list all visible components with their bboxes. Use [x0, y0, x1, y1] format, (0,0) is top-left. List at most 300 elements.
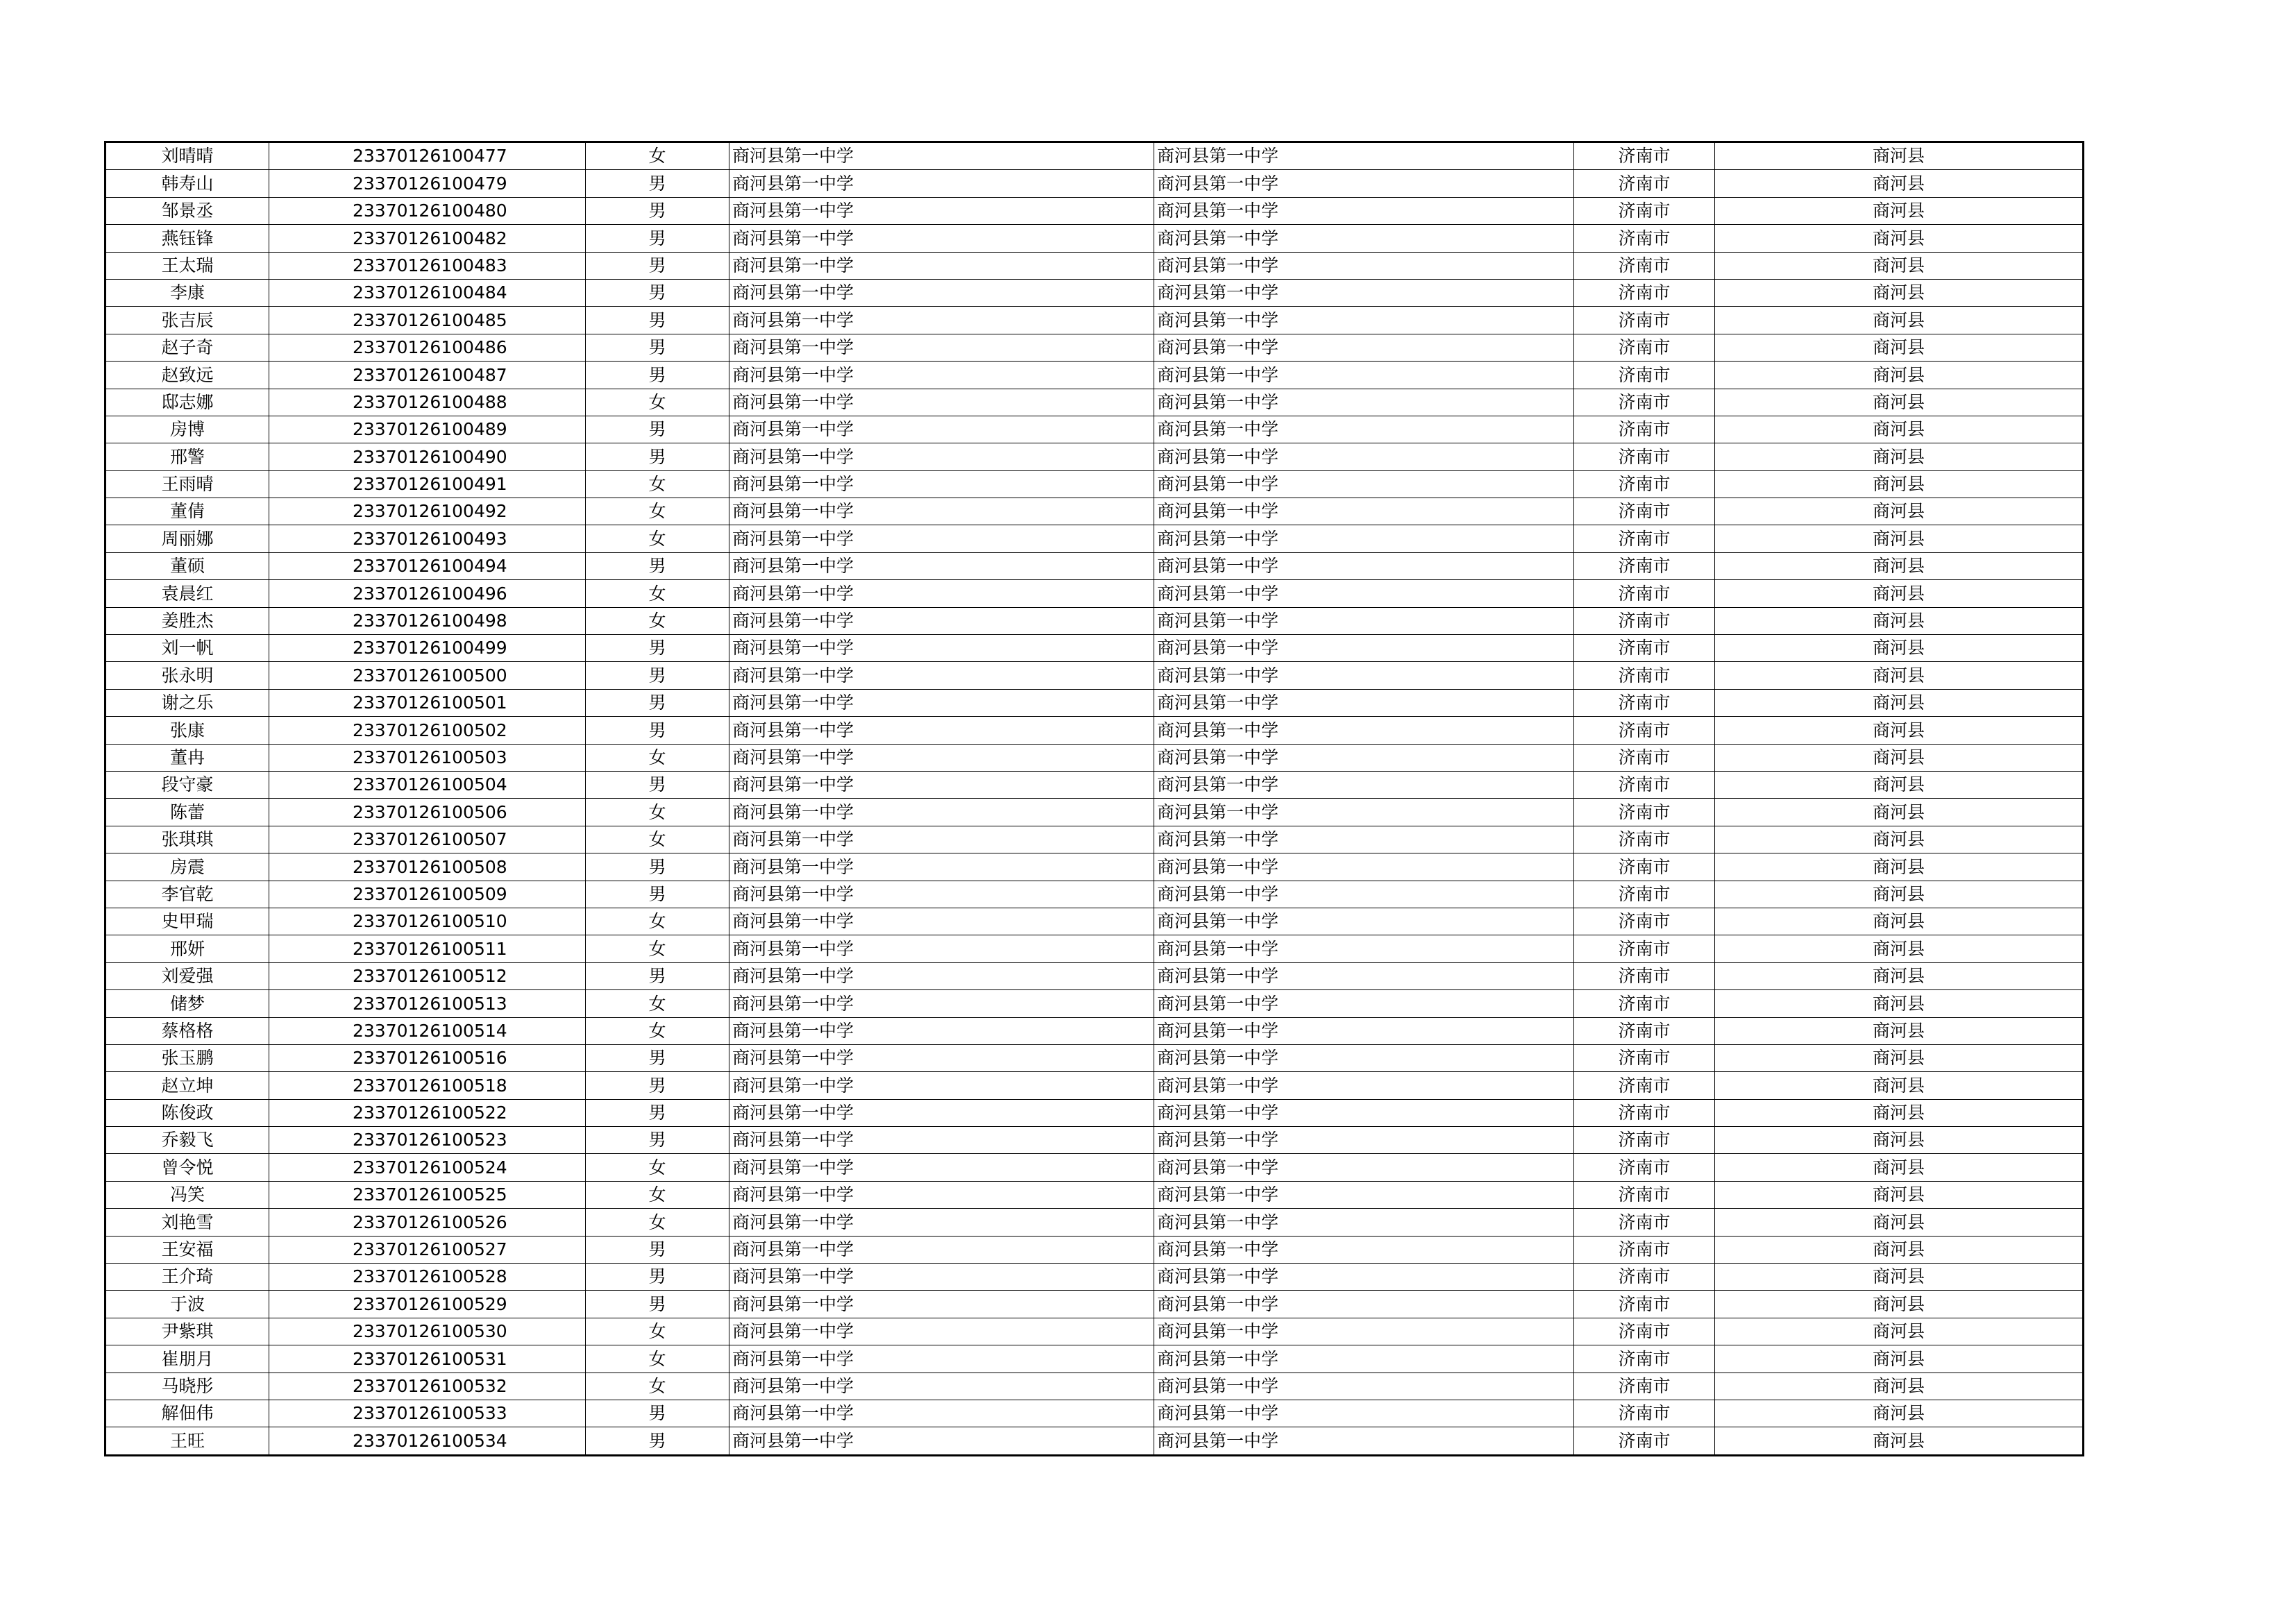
school-cell-2: 商河县第一中学 [1154, 470, 1574, 498]
school-cell-2: 商河县第一中学 [1154, 908, 1574, 935]
school-cell-2: 商河县第一中学 [1154, 1099, 1574, 1126]
table-row [105, 635, 2084, 662]
school-cell-2: 商河县第一中学 [1154, 1345, 1574, 1373]
exam-id-cell: 23370126100534 [269, 1427, 586, 1455]
exam-id-cell: 23370126100533 [269, 1400, 586, 1427]
city-cell: 济南市 [1574, 935, 1715, 962]
table-row [105, 498, 2084, 525]
name-cell: 崔朋月 [105, 1345, 269, 1373]
school-cell-2: 商河县第一中学 [1154, 334, 1574, 361]
gender-cell: 女 [586, 389, 729, 416]
name-cell: 解佃伟 [105, 1400, 269, 1427]
county-cell: 商河县 [1715, 689, 2084, 716]
exam-id-cell: 23370126100482 [269, 225, 586, 252]
city-cell: 济南市 [1574, 908, 1715, 935]
city-cell: 济南市 [1574, 580, 1715, 607]
name-cell: 段守豪 [105, 771, 269, 798]
table-row [105, 443, 2084, 470]
gender-cell: 女 [586, 607, 729, 634]
gender-cell: 女 [586, 1345, 729, 1373]
gender-cell: 男 [586, 962, 729, 989]
school-cell-2: 商河县第一中学 [1154, 689, 1574, 716]
county-cell: 商河县 [1715, 1154, 2084, 1181]
table-row [105, 416, 2084, 443]
school-cell: 商河县第一中学 [729, 771, 1154, 798]
table-row [105, 935, 2084, 962]
name-cell: 乔毅飞 [105, 1127, 269, 1154]
school-cell-2: 商河县第一中学 [1154, 1318, 1574, 1345]
gender-cell: 女 [586, 908, 729, 935]
school-cell: 商河县第一中学 [729, 197, 1154, 224]
school-cell-2: 商河县第一中学 [1154, 1181, 1574, 1208]
gender-cell: 女 [586, 1209, 729, 1236]
city-cell: 济南市 [1574, 990, 1715, 1017]
school-cell-2: 商河县第一中学 [1154, 1291, 1574, 1318]
school-cell: 商河县第一中学 [729, 1264, 1154, 1291]
school-cell-2: 商河县第一中学 [1154, 416, 1574, 443]
gender-cell: 女 [586, 580, 729, 607]
gender-cell: 男 [586, 443, 729, 470]
city-cell: 济南市 [1574, 443, 1715, 470]
school-cell-2: 商河县第一中学 [1154, 771, 1574, 798]
school-cell-2: 商河县第一中学 [1154, 799, 1574, 826]
city-cell: 济南市 [1574, 1072, 1715, 1099]
county-cell: 商河县 [1715, 279, 2084, 306]
name-cell: 谢之乐 [105, 689, 269, 716]
county-cell: 商河县 [1715, 1236, 2084, 1263]
school-cell-2: 商河县第一中学 [1154, 225, 1574, 252]
county-cell: 商河县 [1715, 170, 2084, 197]
table-row [105, 1154, 2084, 1181]
name-cell: 王安福 [105, 1236, 269, 1263]
table-row [105, 362, 2084, 389]
table-row [105, 1427, 2084, 1455]
county-cell: 商河县 [1715, 826, 2084, 853]
school-cell: 商河县第一中学 [729, 826, 1154, 853]
city-cell: 济南市 [1574, 142, 1715, 170]
table-row [105, 580, 2084, 607]
gender-cell: 男 [586, 252, 729, 279]
table-row [105, 170, 2084, 197]
county-cell: 商河县 [1715, 1209, 2084, 1236]
school-cell-2: 商河县第一中学 [1154, 142, 1574, 170]
school-cell: 商河县第一中学 [729, 334, 1154, 361]
table-row [105, 470, 2084, 498]
school-cell-2: 商河县第一中学 [1154, 853, 1574, 881]
exam-id-cell: 23370126100525 [269, 1181, 586, 1208]
school-cell: 商河县第一中学 [729, 744, 1154, 771]
name-cell: 冯笑 [105, 1181, 269, 1208]
gender-cell: 男 [586, 1400, 729, 1427]
county-cell: 商河县 [1715, 307, 2084, 334]
name-cell: 周丽娜 [105, 525, 269, 552]
exam-id-cell: 23370126100500 [269, 662, 586, 689]
name-cell: 袁晨红 [105, 580, 269, 607]
name-cell: 董冉 [105, 744, 269, 771]
table-row [105, 826, 2084, 853]
gender-cell: 男 [586, 1099, 729, 1126]
exam-id-cell: 23370126100526 [269, 1209, 586, 1236]
city-cell: 济南市 [1574, 252, 1715, 279]
table-row [105, 525, 2084, 552]
name-cell: 姜胜杰 [105, 607, 269, 634]
gender-cell: 男 [586, 1291, 729, 1318]
gender-cell: 男 [586, 771, 729, 798]
name-cell: 陈蕾 [105, 799, 269, 826]
school-cell-2: 商河县第一中学 [1154, 1400, 1574, 1427]
exam-id-cell: 23370126100499 [269, 635, 586, 662]
exam-id-cell: 23370126100509 [269, 881, 586, 908]
exam-id-cell: 23370126100506 [269, 799, 586, 826]
county-cell: 商河县 [1715, 525, 2084, 552]
county-cell: 商河县 [1715, 142, 2084, 170]
gender-cell: 女 [586, 1017, 729, 1044]
exam-id-cell: 23370126100516 [269, 1044, 586, 1071]
county-cell: 商河县 [1715, 962, 2084, 989]
school-cell-2: 商河县第一中学 [1154, 1236, 1574, 1263]
gender-cell: 男 [586, 881, 729, 908]
school-cell: 商河县第一中学 [729, 935, 1154, 962]
school-cell-2: 商河县第一中学 [1154, 935, 1574, 962]
exam-id-cell: 23370126100504 [269, 771, 586, 798]
name-cell: 于波 [105, 1291, 269, 1318]
school-cell: 商河县第一中学 [729, 1099, 1154, 1126]
county-cell: 商河县 [1715, 252, 2084, 279]
name-cell: 李官乾 [105, 881, 269, 908]
exam-id-cell: 23370126100512 [269, 962, 586, 989]
city-cell: 济南市 [1574, 1400, 1715, 1427]
county-cell: 商河县 [1715, 1264, 2084, 1291]
school-cell-2: 商河县第一中学 [1154, 1044, 1574, 1071]
school-cell-2: 商河县第一中学 [1154, 1264, 1574, 1291]
name-cell: 储梦 [105, 990, 269, 1017]
school-cell-2: 商河县第一中学 [1154, 1427, 1574, 1455]
city-cell: 济南市 [1574, 1099, 1715, 1126]
school-cell-2: 商河县第一中学 [1154, 252, 1574, 279]
school-cell-2: 商河县第一中学 [1154, 498, 1574, 525]
county-cell: 商河县 [1715, 580, 2084, 607]
table-row [105, 252, 2084, 279]
city-cell: 济南市 [1574, 1373, 1715, 1400]
school-cell: 商河县第一中学 [729, 443, 1154, 470]
name-cell: 韩寿山 [105, 170, 269, 197]
county-cell: 商河县 [1715, 908, 2084, 935]
table-row [105, 1127, 2084, 1154]
table-row [105, 142, 2084, 170]
school-cell-2: 商河县第一中学 [1154, 1017, 1574, 1044]
name-cell: 燕钰锋 [105, 225, 269, 252]
name-cell: 史甲瑞 [105, 908, 269, 935]
school-cell: 商河县第一中学 [729, 1236, 1154, 1263]
school-cell: 商河县第一中学 [729, 1345, 1154, 1373]
school-cell-2: 商河县第一中学 [1154, 580, 1574, 607]
county-cell: 商河县 [1715, 1373, 2084, 1400]
city-cell: 济南市 [1574, 881, 1715, 908]
gender-cell: 女 [586, 470, 729, 498]
school-cell-2: 商河县第一中学 [1154, 717, 1574, 744]
school-cell: 商河县第一中学 [729, 416, 1154, 443]
table-row [105, 689, 2084, 716]
gender-cell: 男 [586, 635, 729, 662]
city-cell: 济南市 [1574, 307, 1715, 334]
gender-cell: 男 [586, 170, 729, 197]
table-row [105, 717, 2084, 744]
exam-id-cell: 23370126100491 [269, 470, 586, 498]
city-cell: 济南市 [1574, 1181, 1715, 1208]
county-cell: 商河县 [1715, 470, 2084, 498]
exam-id-cell: 23370126100479 [269, 170, 586, 197]
gender-cell: 男 [586, 307, 729, 334]
gender-cell: 男 [586, 225, 729, 252]
name-cell: 邢妍 [105, 935, 269, 962]
student-table [104, 141, 2084, 1456]
name-cell: 房博 [105, 416, 269, 443]
exam-id-cell: 23370126100486 [269, 334, 586, 361]
exam-id-cell: 23370126100532 [269, 1373, 586, 1400]
city-cell: 济南市 [1574, 416, 1715, 443]
school-cell: 商河县第一中学 [729, 362, 1154, 389]
table-row [105, 799, 2084, 826]
name-cell: 王介琦 [105, 1264, 269, 1291]
name-cell: 张琪琪 [105, 826, 269, 853]
table-row [105, 1400, 2084, 1427]
school-cell: 商河县第一中学 [729, 552, 1154, 579]
exam-id-cell: 23370126100494 [269, 552, 586, 579]
school-cell-2: 商河县第一中学 [1154, 1373, 1574, 1400]
table-body [105, 142, 2084, 1456]
county-cell: 商河县 [1715, 197, 2084, 224]
county-cell: 商河县 [1715, 990, 2084, 1017]
gender-cell: 女 [586, 744, 729, 771]
table-row [105, 908, 2084, 935]
school-cell-2: 商河县第一中学 [1154, 1154, 1574, 1181]
name-cell: 张玉鹏 [105, 1044, 269, 1071]
exam-id-cell: 23370126100528 [269, 1264, 586, 1291]
exam-id-cell: 23370126100489 [269, 416, 586, 443]
table-row [105, 197, 2084, 224]
exam-id-cell: 23370126100477 [269, 142, 586, 170]
name-cell: 尹紫琪 [105, 1318, 269, 1345]
name-cell: 张永明 [105, 662, 269, 689]
county-cell: 商河县 [1715, 1181, 2084, 1208]
gender-cell: 男 [586, 279, 729, 306]
table-row [105, 962, 2084, 989]
county-cell: 商河县 [1715, 334, 2084, 361]
name-cell: 刘爱强 [105, 962, 269, 989]
city-cell: 济南市 [1574, 635, 1715, 662]
school-cell: 商河县第一中学 [729, 1127, 1154, 1154]
county-cell: 商河县 [1715, 717, 2084, 744]
exam-id-cell: 23370126100530 [269, 1318, 586, 1345]
school-cell: 商河县第一中学 [729, 1154, 1154, 1181]
exam-id-cell: 23370126100513 [269, 990, 586, 1017]
school-cell: 商河县第一中学 [729, 962, 1154, 989]
school-cell-2: 商河县第一中学 [1154, 881, 1574, 908]
exam-id-cell: 23370126100488 [269, 389, 586, 416]
county-cell: 商河县 [1715, 935, 2084, 962]
city-cell: 济南市 [1574, 771, 1715, 798]
city-cell: 济南市 [1574, 689, 1715, 716]
name-cell: 张康 [105, 717, 269, 744]
school-cell-2: 商河县第一中学 [1154, 662, 1574, 689]
county-cell: 商河县 [1715, 362, 2084, 389]
school-cell-2: 商河县第一中学 [1154, 744, 1574, 771]
name-cell: 刘一帆 [105, 635, 269, 662]
name-cell: 李康 [105, 279, 269, 306]
exam-id-cell: 23370126100496 [269, 580, 586, 607]
table-row [105, 1099, 2084, 1126]
city-cell: 济南市 [1574, 1264, 1715, 1291]
county-cell: 商河县 [1715, 662, 2084, 689]
city-cell: 济南市 [1574, 1127, 1715, 1154]
city-cell: 济南市 [1574, 662, 1715, 689]
county-cell: 商河县 [1715, 771, 2084, 798]
table-row [105, 1017, 2084, 1044]
county-cell: 商河县 [1715, 744, 2084, 771]
gender-cell: 女 [586, 498, 729, 525]
school-cell: 商河县第一中学 [729, 607, 1154, 634]
table-row [105, 1373, 2084, 1400]
school-cell: 商河县第一中学 [729, 1291, 1154, 1318]
school-cell-2: 商河县第一中学 [1154, 1127, 1574, 1154]
name-cell: 刘晴晴 [105, 142, 269, 170]
school-cell-2: 商河县第一中学 [1154, 197, 1574, 224]
name-cell: 邹景丞 [105, 197, 269, 224]
exam-id-cell: 23370126100492 [269, 498, 586, 525]
gender-cell: 女 [586, 1373, 729, 1400]
table-row [105, 307, 2084, 334]
exam-id-cell: 23370126100493 [269, 525, 586, 552]
city-cell: 济南市 [1574, 799, 1715, 826]
table-row [105, 225, 2084, 252]
gender-cell: 男 [586, 1264, 729, 1291]
city-cell: 济南市 [1574, 607, 1715, 634]
county-cell: 商河县 [1715, 389, 2084, 416]
school-cell-2: 商河县第一中学 [1154, 362, 1574, 389]
school-cell: 商河县第一中学 [729, 1427, 1154, 1455]
table-row [105, 607, 2084, 634]
name-cell: 曾令悦 [105, 1154, 269, 1181]
gender-cell: 男 [586, 1127, 729, 1154]
county-cell: 商河县 [1715, 443, 2084, 470]
county-cell: 商河县 [1715, 1427, 2084, 1455]
school-cell: 商河县第一中学 [729, 389, 1154, 416]
school-cell: 商河县第一中学 [729, 580, 1154, 607]
city-cell: 济南市 [1574, 1427, 1715, 1455]
exam-id-cell: 23370126100480 [269, 197, 586, 224]
gender-cell: 男 [586, 1044, 729, 1071]
name-cell: 王太瑞 [105, 252, 269, 279]
county-cell: 商河县 [1715, 635, 2084, 662]
city-cell: 济南市 [1574, 1209, 1715, 1236]
table-row [105, 1072, 2084, 1099]
gender-cell: 男 [586, 1072, 729, 1099]
name-cell: 王旺 [105, 1427, 269, 1455]
name-cell: 赵立坤 [105, 1072, 269, 1099]
gender-cell: 女 [586, 799, 729, 826]
city-cell: 济南市 [1574, 525, 1715, 552]
school-cell: 商河县第一中学 [729, 170, 1154, 197]
gender-cell: 男 [586, 662, 729, 689]
county-cell: 商河县 [1715, 498, 2084, 525]
gender-cell: 女 [586, 1154, 729, 1181]
exam-id-cell: 23370126100483 [269, 252, 586, 279]
exam-id-cell: 23370126100508 [269, 853, 586, 881]
table-row [105, 662, 2084, 689]
school-cell: 商河县第一中学 [729, 990, 1154, 1017]
exam-id-cell: 23370126100522 [269, 1099, 586, 1126]
county-cell: 商河县 [1715, 1291, 2084, 1318]
gender-cell: 男 [586, 197, 729, 224]
city-cell: 济南市 [1574, 389, 1715, 416]
exam-id-cell: 23370126100507 [269, 826, 586, 853]
county-cell: 商河县 [1715, 1318, 2084, 1345]
school-cell: 商河县第一中学 [729, 1017, 1154, 1044]
school-cell: 商河县第一中学 [729, 142, 1154, 170]
city-cell: 济南市 [1574, 1044, 1715, 1071]
city-cell: 济南市 [1574, 334, 1715, 361]
school-cell-2: 商河县第一中学 [1154, 1072, 1574, 1099]
school-cell: 商河县第一中学 [729, 225, 1154, 252]
exam-id-cell: 23370126100498 [269, 607, 586, 634]
school-cell-2: 商河县第一中学 [1154, 552, 1574, 579]
school-cell: 商河县第一中学 [729, 1072, 1154, 1099]
exam-id-cell: 23370126100502 [269, 717, 586, 744]
county-cell: 商河县 [1715, 1400, 2084, 1427]
school-cell: 商河县第一中学 [729, 498, 1154, 525]
city-cell: 济南市 [1574, 826, 1715, 853]
gender-cell: 男 [586, 853, 729, 881]
county-cell: 商河县 [1715, 799, 2084, 826]
exam-id-cell: 23370126100490 [269, 443, 586, 470]
gender-cell: 女 [586, 142, 729, 170]
gender-cell: 女 [586, 1181, 729, 1208]
gender-cell: 男 [586, 416, 729, 443]
school-cell: 商河县第一中学 [729, 1373, 1154, 1400]
county-cell: 商河县 [1715, 881, 2084, 908]
exam-id-cell: 23370126100518 [269, 1072, 586, 1099]
table-row [105, 1236, 2084, 1263]
gender-cell: 男 [586, 334, 729, 361]
exam-id-cell: 23370126100514 [269, 1017, 586, 1044]
name-cell: 张吉辰 [105, 307, 269, 334]
city-cell: 济南市 [1574, 717, 1715, 744]
city-cell: 济南市 [1574, 1236, 1715, 1263]
school-cell: 商河县第一中学 [729, 1209, 1154, 1236]
county-cell: 商河县 [1715, 1072, 2084, 1099]
gender-cell: 女 [586, 935, 729, 962]
county-cell: 商河县 [1715, 853, 2084, 881]
city-cell: 济南市 [1574, 498, 1715, 525]
county-cell: 商河县 [1715, 607, 2084, 634]
exam-id-cell: 23370126100524 [269, 1154, 586, 1181]
table-row [105, 1318, 2084, 1345]
exam-id-cell: 23370126100510 [269, 908, 586, 935]
school-cell: 商河县第一中学 [729, 908, 1154, 935]
gender-cell: 女 [586, 990, 729, 1017]
school-cell: 商河县第一中学 [729, 799, 1154, 826]
school-cell-2: 商河县第一中学 [1154, 990, 1574, 1017]
table-row [105, 744, 2084, 771]
gender-cell: 女 [586, 826, 729, 853]
table-row [105, 1044, 2084, 1071]
name-cell: 邢警 [105, 443, 269, 470]
exam-id-cell: 23370126100501 [269, 689, 586, 716]
school-cell-2: 商河县第一中学 [1154, 635, 1574, 662]
exam-id-cell: 23370126100503 [269, 744, 586, 771]
table-row [105, 1345, 2084, 1373]
exam-id-cell: 23370126100485 [269, 307, 586, 334]
